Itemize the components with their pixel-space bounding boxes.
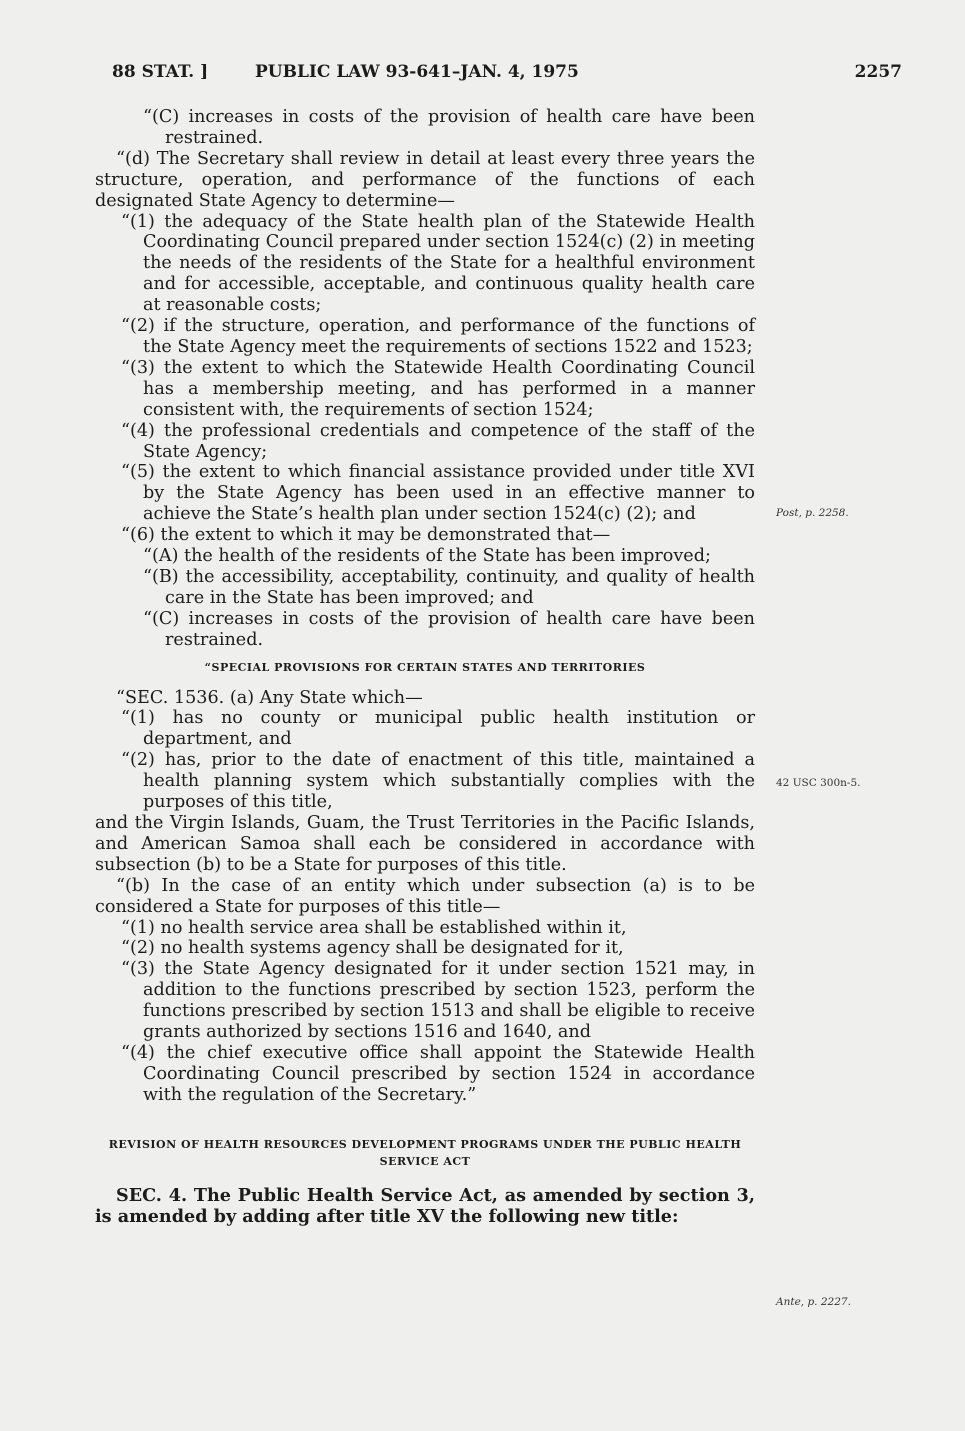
paragraph-c-first: “(C) increases in costs of the provision of health care have been restrained. <box>143 107 755 148</box>
margin-note-usc: 42 USC 300n-5. <box>776 777 861 789</box>
margin-note-post: Post, p. 2258. <box>776 507 849 519</box>
public-law-title: PUBLIC LAW 93-641–JAN. 4, 1975 <box>255 62 579 82</box>
paragraph-d: “(d) The Secretary shall review in detail at least every three years the structure, operation, and performance of the functions of each designated State Agency to determine— <box>95 148 755 211</box>
paragraph-a2: “(2) has, prior to the date of enactment of this title, maintained a health planning system which substantially complies with the purposes of this title, <box>121 750 755 813</box>
paragraph-b3: “(3) the State Agency designated for it under section 1521 may, in addition to the functions prescribed by section 1523, perform the functions prescribed by section 1513 and shall be eligible to receive grants authorized by sections 1516 and 1640, and <box>121 959 755 1043</box>
stat-reference: 88 STAT. ] <box>112 62 209 82</box>
paragraph-b1: “(1) no health service area shall be established within it, <box>121 917 627 938</box>
section-heading-special-provisions: “SPECIAL PROVISIONS FOR CERTAIN STATES AND TERRITORIES <box>204 660 646 674</box>
paragraph-d6c: “(C) increases in costs of the provision of health care have been restrained. <box>143 608 755 650</box>
paragraph-b2: “(2) no health systems agency shall be designated for it, <box>121 938 624 959</box>
section-1536-a: “SEC. 1536. (a) Any State which— <box>116 687 423 708</box>
paragraph-d5: “(5) the extent to which financial assistance provided under title XVI by the State Agency has been used in an effective manner to achieve the State’s health plan under section 1524(c) (2); and <box>121 462 755 525</box>
margin-note-ante: Ante, p. 2227. <box>776 1296 851 1308</box>
paragraph-d6a: “(A) the health of the residents of the State has been improved; <box>143 546 711 567</box>
paragraph-d6b: “(B) the accessibility, acceptability, continuity, and quality of health care in the State has been improved; and <box>143 566 755 608</box>
section-4: SEC. 4. The Public Health Service Act, as amended by section 3, is amended by adding after title XV the following new title: <box>95 1184 755 1227</box>
paragraph-d1: “(1) the adequacy of the State health plan of the Statewide Health Coordinating Council prepared under section 1524(c) (2) in meeting the needs of the residents of the State for a healthful environment and for accessible, acceptable, and continuous quality health care at reasonable costs; <box>121 211 755 316</box>
paragraph-d6: “(6) the extent to which it may be demonstrated that— <box>121 525 611 546</box>
paragraph-d2: “(2) if the structure, operation, and performance of the functions of the State Agency meet the requirements of sections 1522 and 1523; <box>121 316 755 357</box>
page-number: 2257 <box>854 62 902 82</box>
paragraph-a1: “(1) has no county or municipal public health institution or department, and <box>121 708 755 750</box>
paragraph-b: “(b) In the case of an entity which under subsection (a) is to be considered a State for purposes of this title— <box>95 875 755 917</box>
paragraph-d3: “(3) the extent to which the Statewide Health Coordinating Council has a membership meeting, and has performed in a manner consistent with, the requirements of section 1524; <box>121 357 755 420</box>
paragraph-d4: “(4) the professional credentials and competence of the staff of the State Agency; <box>121 420 755 462</box>
page-header <box>0 62 965 86</box>
paragraph-territories: and the Virgin Islands, Guam, the Trust Territories in the Pacific Islands, and American Samoa shall each be considered in accordance with subsection (b) to be a State for purposes of this title. <box>95 813 755 875</box>
section-heading-revision: REVISION OF HEALTH RESOURCES DEVELOPMENT PROGRAMS UNDER THE PUBLIC HEALTH SERVICE ACT <box>108 1137 742 1168</box>
document-body <box>95 107 755 1228</box>
paragraph-b4: “(4) the chief executive office shall appoint the Statewide Health Coordinating Council prescribed by section 1524 in accordance with the regulation of the Secretary.” <box>121 1042 755 1105</box>
